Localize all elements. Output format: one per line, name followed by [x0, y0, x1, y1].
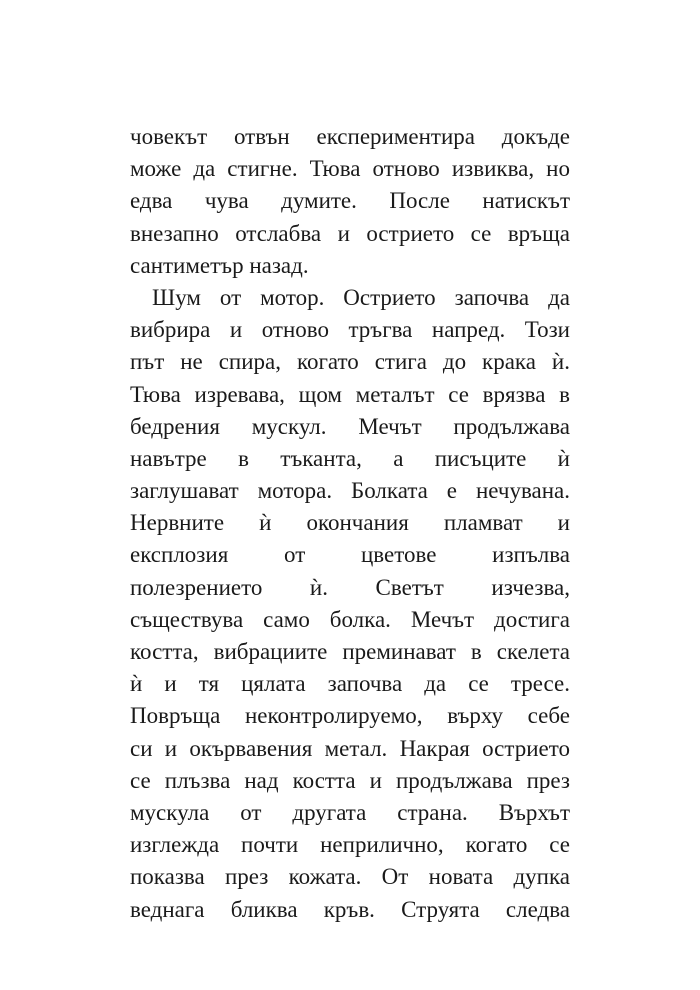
body-text [130, 121, 570, 926]
text-line: може да стигне. Тюва отново извиква, но [130, 156, 570, 182]
text-line: веднага бликва кръв. Струята следва [130, 896, 570, 922]
text-line: Тюва изревава, щом металът се врязва в [130, 381, 570, 407]
text-line: костта, вибрациите преминават в скелета [130, 639, 570, 664]
text-line: полезрението ѝ. Светът изчезва, [130, 574, 570, 600]
text-line: Повръща неконтролируемо, върху себе [130, 703, 570, 729]
text-line: се плъзва над костта и продължава през [130, 767, 570, 793]
text-line: изглежда почти неприлично, когато се [130, 832, 570, 858]
text-line: път не спира, когато стига до крака ѝ. [130, 349, 570, 375]
text-line: навътре в тъканта, а писъците ѝ [130, 445, 570, 471]
text-line: внезапно отслабва и острието се връща [130, 220, 570, 246]
text-line: заглушават мотора. Болката е нечувана. [130, 478, 570, 504]
text-line: бедрения мускул. Мечът продължава [130, 413, 570, 439]
text-line: човекът отвън експериментира докъде [130, 124, 570, 149]
text-line: сантиметър назад. [130, 252, 309, 278]
text-line: експлозия от цветове изпълва [130, 542, 570, 568]
text-line: съществува само болка. Мечът достига [130, 606, 570, 632]
text-line: едва чува думите. После натискът [130, 188, 570, 214]
text-line: си и окървавения метал. Накрая острието [130, 735, 570, 761]
text-line: ѝ и тя цялата започва да се тресе. [130, 671, 570, 697]
text-line: мускула от другата страна. Върхът [130, 799, 570, 825]
text-line: Нервните ѝ окончания пламват и [130, 510, 570, 536]
text-line: показва през кожата. От новата дупка [130, 864, 570, 890]
text-line: Шум от мотор. Острието започва да [152, 284, 570, 310]
text-line: вибрира и отново тръгва напред. Този [130, 317, 570, 343]
